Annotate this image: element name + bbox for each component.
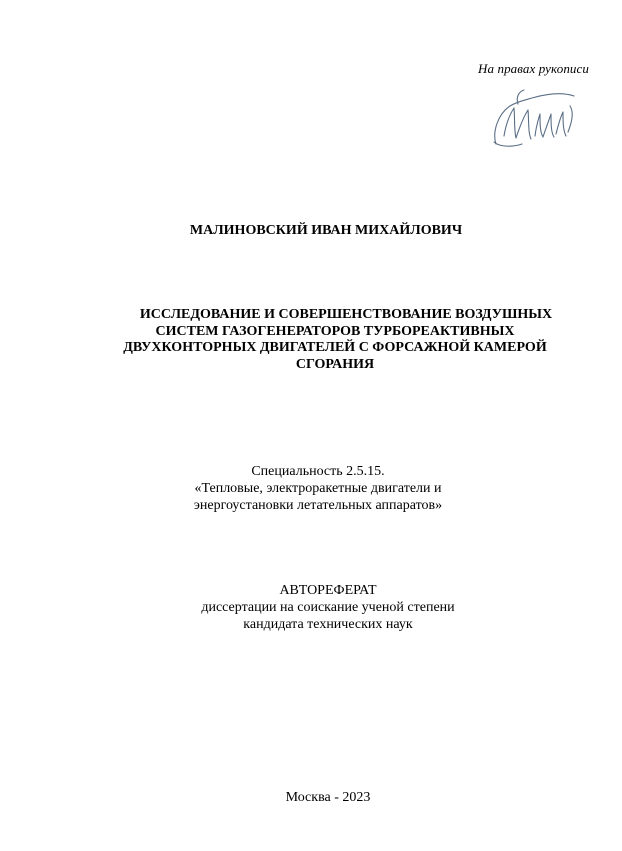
specialty-code: Специальность 2.5.15. bbox=[251, 464, 385, 479]
author-name: МАЛИНОВСКИЙ ИВАН МИХАЙЛОВИЧ bbox=[189, 223, 463, 238]
title-line: ДВУХКОНТОРНЫХ ДВИГАТЕЛЕЙ С ФОРСАЖНОЙ КАМЕРОЙ bbox=[123, 340, 547, 355]
specialty-name-line: «Тепловые, электроракетные двигатели и bbox=[194, 481, 442, 496]
title-line: СИСТЕМ ГАЗОГЕНЕРАТОРОВ ТУРБОРЕАКТИВНЫХ bbox=[155, 323, 515, 339]
dissertation-title bbox=[100, 307, 570, 373]
document-type-label: АВТОРЕФЕРАТ bbox=[279, 583, 377, 598]
specialty-name-line: энергоустановки летательных аппаратов» bbox=[193, 498, 443, 513]
signature-icon bbox=[488, 84, 580, 154]
document-type-line: кандидата технических наук bbox=[243, 617, 413, 632]
place-year: Москва - 2023 bbox=[285, 790, 371, 805]
title-line: СГОРАНИЯ bbox=[295, 356, 375, 372]
document-type-block bbox=[150, 582, 506, 633]
rights-note: На правах рукописи bbox=[478, 61, 589, 76]
specialty-block bbox=[150, 463, 486, 514]
title-line: ИССЛЕДОВАНИЕ И СОВЕРШЕНСТВОВАНИЕ ВОЗДУШНЫХ bbox=[139, 307, 553, 322]
document-type-line: диссертации на соискание ученой степени bbox=[201, 600, 455, 615]
